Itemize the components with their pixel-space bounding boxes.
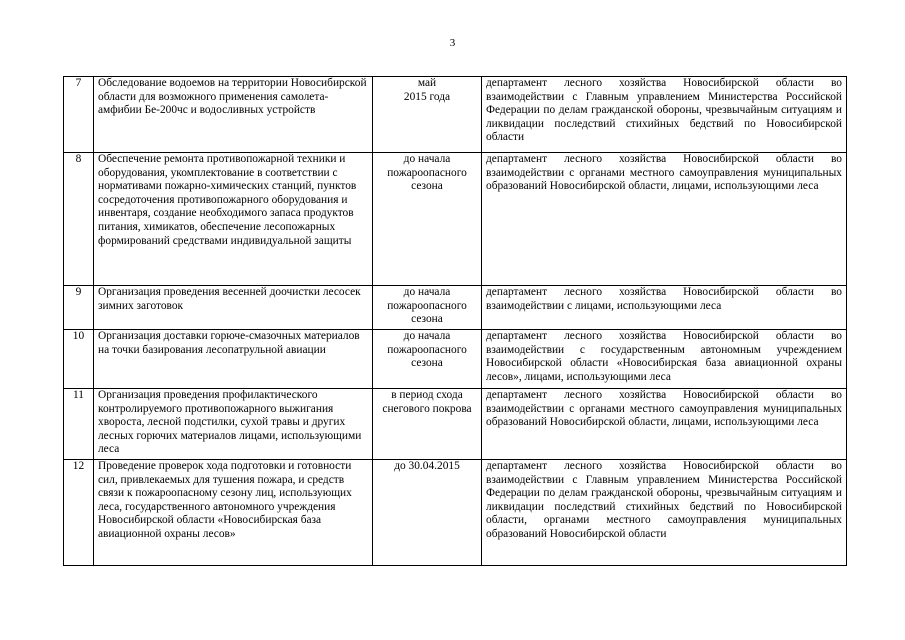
row-number: 7	[64, 77, 94, 153]
responsible-cell: департамент лесного хозяйства Новосибирской области во взаимодействии с лицами, использующими леса	[482, 286, 847, 330]
responsible-cell: департамент лесного хозяйства Новосибирской области во взаимодействии с органами местного самоуправления муниципальных образований Новосибирской области, лицами, использующими леса	[482, 389, 847, 460]
deadline-cell: в период схода снегового покрова	[373, 389, 482, 460]
table-row	[64, 330, 847, 389]
task-cell: Проведение проверок хода подготовки и готовности сил, привлекаемых для тушения пожара, и средств связи к пожароопасному сезону лиц, использующих леса, государственного автономного учреждения Новосибирской области «Новосибирская база авиационной охраны лесов»	[94, 460, 373, 566]
table-row	[64, 77, 847, 153]
responsible-cell: департамент лесного хозяйства Новосибирской области во взаимодействии с Главным управлением Министерства Российской Федерации по делам гражданской обороны, чрезвычайным ситуациям и ликвидации последствий стихийных бедствий по Новосибирской области, органами местного самоуправления муниципальных образований Новосибирской области	[482, 460, 847, 566]
deadline-cell: до 30.04.2015	[373, 460, 482, 566]
measures-table	[63, 76, 847, 566]
row-number: 11	[64, 389, 94, 460]
table-row	[64, 153, 847, 286]
responsible-cell: департамент лесного хозяйства Новосибирской области во взаимодействии с органами местного самоуправления муниципальных образований Новосибирской области, лицами, использующими леса	[482, 153, 847, 286]
deadline-cell: май 2015 года	[373, 77, 482, 153]
row-number: 12	[64, 460, 94, 566]
task-cell: Обследование водоемов на территории Новосибирской области для возможного применения самолета-амфибии Бе-200чс и водосливных устройств	[94, 77, 373, 153]
page-number: 3	[449, 37, 456, 49]
table-row	[64, 460, 847, 566]
task-cell: Организация проведения профилактического контролируемого противопожарного выжигания хвороста, лесной подстилки, сухой травы и других лесных горючих материалов лицами, использующими леса	[94, 389, 373, 460]
responsible-cell: департамент лесного хозяйства Новосибирской области во взаимодействии с Главным управлением Министерства Российской Федерации по делам гражданской обороны, чрезвычайным ситуациям и ликвидации последствий стихийных бедствий по Новосибирской области	[482, 77, 847, 153]
task-cell: Организация доставки горюче-смазочных материалов на точки базирования лесопатрульной авиации	[94, 330, 373, 389]
table-row	[64, 389, 847, 460]
row-number: 9	[64, 286, 94, 330]
deadline-cell: до начала пожароопасного сезона	[373, 330, 482, 389]
task-cell: Организация проведения весенней доочистки лесосек зимних заготовок	[94, 286, 373, 330]
task-cell: Обеспечение ремонта противопожарной техники и оборудования, укомплектование в соответствии с нормативами пожарно-химических станций, пунктов сосредоточения противопожарного оборудования и инвентаря, создание необходимого запаса продуктов питания, химикатов, обеспечение лесопожарных формирований средствами индивидуальной защиты	[94, 153, 373, 286]
row-number: 8	[64, 153, 94, 286]
deadline-cell: до начала пожароопасного сезона	[373, 286, 482, 330]
deadline-cell: до начала пожароопасного сезона	[373, 153, 482, 286]
table-row	[64, 286, 847, 330]
responsible-cell: департамент лесного хозяйства Новосибирской области во взаимодействии с государственным автономным учреждением Новосибирской области «Новосибирская база авиационной охраны лесов», лицами, использующими леса	[482, 330, 847, 389]
row-number: 10	[64, 330, 94, 389]
